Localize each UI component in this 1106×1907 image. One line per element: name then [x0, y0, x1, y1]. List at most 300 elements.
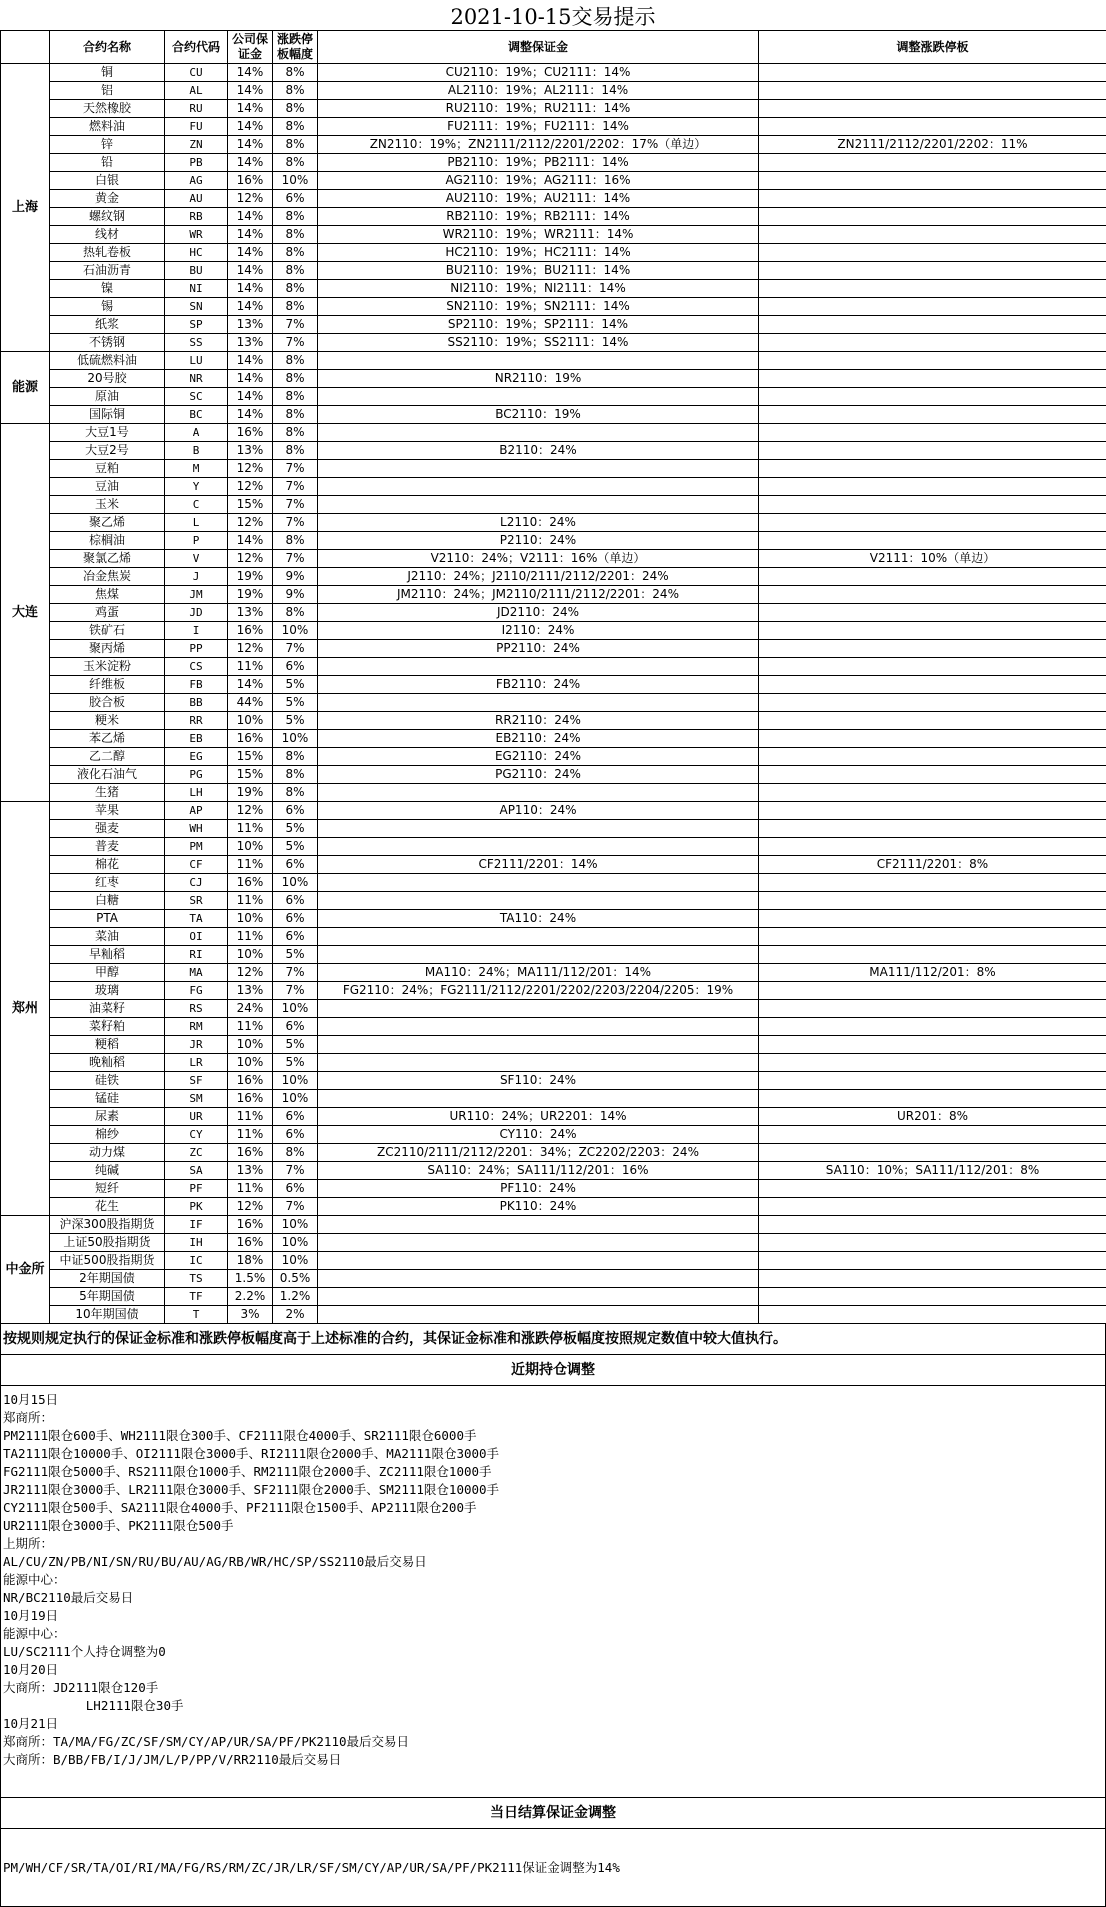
- margin-cell: 10%: [228, 946, 273, 964]
- position-line: NR/BC2110最后交易日: [1, 1589, 1105, 1607]
- table-row: [1, 82, 1106, 100]
- page-title: 2021-10-15交易提示: [0, 0, 1106, 30]
- table-row: [1, 154, 1106, 172]
- limit-cell: 7%: [273, 1162, 318, 1180]
- contract-code-cell: LH: [165, 784, 228, 802]
- adj-limit-cell: [759, 334, 1106, 352]
- limit-cell: 5%: [273, 676, 318, 694]
- limit-cell: 8%: [273, 118, 318, 136]
- position-line: AL/CU/ZN/PB/NI/SN/RU/BU/AU/AG/RB/WR/HC/SP/SS2110最后交易日: [1, 1553, 1105, 1571]
- table-row: [1, 1126, 1106, 1144]
- contract-name-cell: 普麦: [50, 838, 165, 856]
- contract-code-cell: C: [165, 496, 228, 514]
- limit-cell: 10%: [273, 1252, 318, 1270]
- margin-cell: 12%: [228, 640, 273, 658]
- adj-limit-cell: [759, 1072, 1106, 1090]
- contract-code-cell: RI: [165, 946, 228, 964]
- adj-margin-cell: [318, 352, 759, 370]
- table-row: [1, 1288, 1106, 1306]
- limit-cell: 8%: [273, 532, 318, 550]
- contract-name-cell: 5年期国债: [50, 1288, 165, 1306]
- contract-code-cell: FG: [165, 982, 228, 1000]
- adj-limit-cell: [759, 748, 1106, 766]
- position-line: 能源中心：: [1, 1571, 1105, 1589]
- adj-margin-cell: PP2110：24%: [318, 640, 759, 658]
- limit-cell: 10%: [273, 622, 318, 640]
- adj-limit-cell: [759, 694, 1106, 712]
- adj-limit-cell: [759, 532, 1106, 550]
- adj-margin-cell: P2110：24%: [318, 532, 759, 550]
- contract-name-cell: 硅铁: [50, 1072, 165, 1090]
- contract-name-cell: 乙二醇: [50, 748, 165, 766]
- margin-cell: 1.5%: [228, 1270, 273, 1288]
- adj-limit-cell: [759, 1036, 1106, 1054]
- margin-cell: 12%: [228, 514, 273, 532]
- table-row: [1, 352, 1106, 370]
- margin-cell: 24%: [228, 1000, 273, 1018]
- adj-margin-cell: SS2110：19%；SS2111：14%: [318, 334, 759, 352]
- contract-code-cell: CF: [165, 856, 228, 874]
- contract-code-cell: M: [165, 460, 228, 478]
- header-code: 合约代码: [165, 31, 228, 64]
- contract-code-cell: SN: [165, 298, 228, 316]
- contract-name-cell: 白银: [50, 172, 165, 190]
- adj-margin-cell: NI2110：19%；NI2111：14%: [318, 280, 759, 298]
- limit-cell: 1.2%: [273, 1288, 318, 1306]
- margin-cell: 14%: [228, 352, 273, 370]
- adj-limit-cell: [759, 352, 1106, 370]
- adj-margin-cell: SP2110：19%；SP2111：14%: [318, 316, 759, 334]
- table-row: [1, 820, 1106, 838]
- contract-name-cell: 石油沥青: [50, 262, 165, 280]
- contract-name-cell: 玻璃: [50, 982, 165, 1000]
- table-row: [1, 640, 1106, 658]
- limit-cell: 6%: [273, 658, 318, 676]
- adj-limit-cell: [759, 442, 1106, 460]
- limit-cell: 7%: [273, 334, 318, 352]
- limit-cell: 6%: [273, 856, 318, 874]
- contract-name-cell: 低硫燃料油: [50, 352, 165, 370]
- contract-name-cell: 锌: [50, 136, 165, 154]
- margin-cell: 10%: [228, 838, 273, 856]
- margin-cell: 12%: [228, 550, 273, 568]
- adj-limit-cell: [759, 892, 1106, 910]
- adj-limit-cell: [759, 1252, 1106, 1270]
- adj-margin-cell: [318, 874, 759, 892]
- adj-margin-cell: [318, 658, 759, 676]
- margin-cell: 11%: [228, 892, 273, 910]
- contract-code-cell: PP: [165, 640, 228, 658]
- contract-code-cell: JR: [165, 1036, 228, 1054]
- adj-limit-cell: [759, 1288, 1106, 1306]
- adj-limit-cell: [759, 424, 1106, 442]
- contract-name-cell: 菜籽粕: [50, 1018, 165, 1036]
- rule-note: 按规则规定执行的保证金标准和涨跌停板幅度高于上述标准的合约，其保证金标准和涨跌停板幅度按照规定数值中较大值执行。: [0, 1324, 1106, 1355]
- table-row: [1, 964, 1106, 982]
- contract-name-cell: 锰硅: [50, 1090, 165, 1108]
- adj-limit-cell: [759, 820, 1106, 838]
- limit-cell: 10%: [273, 1234, 318, 1252]
- contract-name-cell: 天然橡胶: [50, 100, 165, 118]
- contract-code-cell: CJ: [165, 874, 228, 892]
- table-row: [1, 1162, 1106, 1180]
- contract-name-cell: 粳稻: [50, 1036, 165, 1054]
- contract-code-cell: CU: [165, 64, 228, 82]
- contract-code-cell: SR: [165, 892, 228, 910]
- contract-code-cell: AG: [165, 172, 228, 190]
- table-row: [1, 208, 1106, 226]
- position-line: 10月15日: [1, 1391, 1105, 1409]
- contract-code-cell: BB: [165, 694, 228, 712]
- header-name: 合约名称: [50, 31, 165, 64]
- contract-name-cell: 聚乙烯: [50, 514, 165, 532]
- adj-limit-cell: [759, 730, 1106, 748]
- limit-cell: 8%: [273, 64, 318, 82]
- contract-name-cell: 棉纱: [50, 1126, 165, 1144]
- limit-cell: 8%: [273, 244, 318, 262]
- contract-name-cell: 黄金: [50, 190, 165, 208]
- adj-limit-cell: [759, 946, 1106, 964]
- margin-cell: 3%: [228, 1306, 273, 1324]
- table-row: [1, 424, 1106, 442]
- exchange-cell: 中金所: [1, 1216, 50, 1324]
- contract-name-cell: 鸡蛋: [50, 604, 165, 622]
- contract-name-cell: 焦煤: [50, 586, 165, 604]
- contract-code-cell: A: [165, 424, 228, 442]
- adj-limit-cell: [759, 514, 1106, 532]
- adj-limit-cell: [759, 1144, 1106, 1162]
- contract-code-cell: SM: [165, 1090, 228, 1108]
- contract-code-cell: TF: [165, 1288, 228, 1306]
- contract-code-cell: BC: [165, 406, 228, 424]
- adj-margin-cell: CY110：24%: [318, 1126, 759, 1144]
- adj-limit-cell: [759, 676, 1106, 694]
- contract-name-cell: 液化石油气: [50, 766, 165, 784]
- settlement-margin-body: [0, 1829, 1106, 1907]
- limit-cell: 8%: [273, 298, 318, 316]
- adj-margin-cell: J2110：24%；J2110/2111/2112/2201：24%: [318, 568, 759, 586]
- contract-code-cell: HC: [165, 244, 228, 262]
- limit-cell: 10%: [273, 172, 318, 190]
- contract-name-cell: 大豆1号: [50, 424, 165, 442]
- limit-cell: 2%: [273, 1306, 318, 1324]
- contract-code-cell: JD: [165, 604, 228, 622]
- exchange-cell: 上海: [1, 64, 50, 352]
- adj-margin-cell: AU2110：19%；AU2111：14%: [318, 190, 759, 208]
- limit-cell: 10%: [273, 874, 318, 892]
- adj-limit-cell: [759, 1126, 1106, 1144]
- margin-cell: 16%: [228, 730, 273, 748]
- adj-limit-cell: [759, 406, 1106, 424]
- margin-cell: 14%: [228, 64, 273, 82]
- table-row: [1, 946, 1106, 964]
- adj-margin-cell: AL2110：19%；AL2111：14%: [318, 82, 759, 100]
- table-row: [1, 460, 1106, 478]
- contract-code-cell: PM: [165, 838, 228, 856]
- adj-limit-cell: [759, 280, 1106, 298]
- position-line: 郑商所：TA/MA/FG/ZC/SF/SM/CY/AP/UR/SA/PF/PK2110最后交易日: [1, 1733, 1105, 1751]
- table-row: [1, 1000, 1106, 1018]
- adj-limit-cell: [759, 1306, 1106, 1324]
- margin-cell: 16%: [228, 424, 273, 442]
- limit-cell: 6%: [273, 928, 318, 946]
- margin-cell: 14%: [228, 226, 273, 244]
- contract-name-cell: 沪深300股指期货: [50, 1216, 165, 1234]
- limit-cell: 8%: [273, 604, 318, 622]
- table-row: [1, 1036, 1106, 1054]
- contract-name-cell: 冶金焦炭: [50, 568, 165, 586]
- contract-code-cell: UR: [165, 1108, 228, 1126]
- limit-cell: 10%: [273, 1090, 318, 1108]
- position-line: 大商所：B/BB/FB/I/J/JM/L/P/PP/V/RR2110最后交易日: [1, 1751, 1105, 1769]
- table-row: [1, 892, 1106, 910]
- adj-margin-cell: CU2110：19%；CU2111：14%: [318, 64, 759, 82]
- limit-cell: 5%: [273, 820, 318, 838]
- position-line: 10月20日: [1, 1661, 1105, 1679]
- contract-code-cell: AL: [165, 82, 228, 100]
- margin-cell: 13%: [228, 982, 273, 1000]
- table-row: [1, 388, 1106, 406]
- limit-cell: 8%: [273, 226, 318, 244]
- adj-margin-cell: I2110：24%: [318, 622, 759, 640]
- contract-code-cell: CY: [165, 1126, 228, 1144]
- contract-code-cell: SA: [165, 1162, 228, 1180]
- contract-code-cell: V: [165, 550, 228, 568]
- position-line: TA2111限仓10000手、OI2111限仓3000手、RI2111限仓2000手、MA2111限仓3000手: [1, 1445, 1105, 1463]
- contract-code-cell: RU: [165, 100, 228, 118]
- contract-name-cell: 纸浆: [50, 316, 165, 334]
- adj-limit-cell: [759, 658, 1106, 676]
- contract-name-cell: 铅: [50, 154, 165, 172]
- limit-cell: 6%: [273, 910, 318, 928]
- position-line: 郑商所：: [1, 1409, 1105, 1427]
- adj-margin-cell: [318, 460, 759, 478]
- adj-limit-cell: [759, 802, 1106, 820]
- adj-margin-cell: PB2110：19%；PB2111：14%: [318, 154, 759, 172]
- limit-cell: 7%: [273, 550, 318, 568]
- contract-code-cell: IH: [165, 1234, 228, 1252]
- limit-cell: 5%: [273, 712, 318, 730]
- contract-code-cell: P: [165, 532, 228, 550]
- contract-name-cell: 10年期国债: [50, 1306, 165, 1324]
- adj-margin-cell: RR2110：24%: [318, 712, 759, 730]
- table-row: [1, 622, 1106, 640]
- adj-margin-cell: [318, 892, 759, 910]
- adj-margin-cell: [318, 388, 759, 406]
- adj-margin-cell: FU2111：19%；FU2111：14%: [318, 118, 759, 136]
- table-row: [1, 766, 1106, 784]
- table-row: [1, 334, 1106, 352]
- adj-limit-cell: [759, 622, 1106, 640]
- table-row: [1, 928, 1106, 946]
- margin-cell: 19%: [228, 568, 273, 586]
- limit-cell: 8%: [273, 262, 318, 280]
- adj-limit-cell: [759, 496, 1106, 514]
- adj-margin-cell: [318, 694, 759, 712]
- adj-limit-cell: [759, 154, 1106, 172]
- table-row: [1, 1198, 1106, 1216]
- contract-name-cell: 油菜籽: [50, 1000, 165, 1018]
- contract-name-cell: 纤维板: [50, 676, 165, 694]
- position-line: 10月21日: [1, 1715, 1105, 1733]
- adj-limit-cell: [759, 586, 1106, 604]
- position-line: FG2111限仓5000手、RS2111限仓1000手、RM2111限仓2000手、ZC2111限仓1000手: [1, 1463, 1105, 1481]
- adj-margin-cell: [318, 1090, 759, 1108]
- table-row: [1, 838, 1106, 856]
- adj-margin-cell: [318, 1036, 759, 1054]
- table-row: [1, 874, 1106, 892]
- contract-name-cell: 铝: [50, 82, 165, 100]
- contract-code-cell: RB: [165, 208, 228, 226]
- margin-cell: 13%: [228, 316, 273, 334]
- limit-cell: 8%: [273, 442, 318, 460]
- limit-cell: 5%: [273, 1054, 318, 1072]
- table-row: [1, 550, 1106, 568]
- adj-limit-cell: [759, 640, 1106, 658]
- limit-cell: 7%: [273, 496, 318, 514]
- limit-cell: 9%: [273, 568, 318, 586]
- table-row: [1, 262, 1106, 280]
- header-margin: 公司保证金: [228, 31, 273, 64]
- table-row: [1, 712, 1106, 730]
- limit-cell: 6%: [273, 1018, 318, 1036]
- limit-cell: 6%: [273, 1126, 318, 1144]
- position-line: LU/SC2111个人持仓调整为0: [1, 1643, 1105, 1661]
- adj-limit-cell: [759, 118, 1106, 136]
- margin-cell: 14%: [228, 154, 273, 172]
- limit-cell: 8%: [273, 82, 318, 100]
- adj-limit-cell: [759, 262, 1106, 280]
- adj-limit-cell: [759, 910, 1106, 928]
- table-row: [1, 280, 1106, 298]
- adj-margin-cell: SA110：24%；SA111/112/201：16%: [318, 1162, 759, 1180]
- limit-cell: 8%: [273, 388, 318, 406]
- table-row: [1, 676, 1106, 694]
- contract-code-cell: PF: [165, 1180, 228, 1198]
- table-row: [1, 118, 1106, 136]
- adj-limit-cell: [759, 784, 1106, 802]
- contract-code-cell: FB: [165, 676, 228, 694]
- contract-name-cell: 纯碱: [50, 1162, 165, 1180]
- contract-code-cell: I: [165, 622, 228, 640]
- margin-cell: 11%: [228, 928, 273, 946]
- table-row: [1, 1090, 1106, 1108]
- contract-name-cell: 原油: [50, 388, 165, 406]
- margin-cell: 16%: [228, 172, 273, 190]
- header-adj-margin: 调整保证金: [318, 31, 759, 64]
- contract-name-cell: 中证500股指期货: [50, 1252, 165, 1270]
- limit-cell: 6%: [273, 892, 318, 910]
- table-row: [1, 532, 1106, 550]
- adj-margin-cell: RB2110：19%；RB2111：14%: [318, 208, 759, 226]
- limit-cell: 8%: [273, 100, 318, 118]
- margin-cell: 11%: [228, 1018, 273, 1036]
- adj-limit-cell: CF2111/2201：8%: [759, 856, 1106, 874]
- adj-margin-cell: EG2110：24%: [318, 748, 759, 766]
- contract-code-cell: RR: [165, 712, 228, 730]
- margin-cell: 12%: [228, 460, 273, 478]
- adj-limit-cell: [759, 1180, 1106, 1198]
- adj-margin-cell: AP110：24%: [318, 802, 759, 820]
- table-row: [1, 1216, 1106, 1234]
- margin-cell: 18%: [228, 1252, 273, 1270]
- margin-cell: 15%: [228, 748, 273, 766]
- limit-cell: 8%: [273, 208, 318, 226]
- contract-name-cell: 线材: [50, 226, 165, 244]
- table-row: [1, 370, 1106, 388]
- contract-code-cell: RM: [165, 1018, 228, 1036]
- adj-margin-cell: L2110：24%: [318, 514, 759, 532]
- margin-cell: 13%: [228, 442, 273, 460]
- position-adjust-body: [0, 1386, 1106, 1798]
- contract-name-cell: 棉花: [50, 856, 165, 874]
- adj-limit-cell: [759, 874, 1106, 892]
- position-line: CY2111限仓500手、SA2111限仓4000手、PF2111限仓1500手、AP2111限仓200手: [1, 1499, 1105, 1517]
- adj-margin-cell: PF110：24%: [318, 1180, 759, 1198]
- limit-cell: 5%: [273, 838, 318, 856]
- margin-cell: 14%: [228, 82, 273, 100]
- position-adjust-title: 近期持仓调整: [0, 1355, 1106, 1386]
- table-row: [1, 190, 1106, 208]
- contract-name-cell: 镍: [50, 280, 165, 298]
- adj-margin-cell: WR2110：19%；WR2111：14%: [318, 226, 759, 244]
- table-row: [1, 1234, 1106, 1252]
- margin-cell: 11%: [228, 856, 273, 874]
- contract-name-cell: 2年期国债: [50, 1270, 165, 1288]
- contract-name-cell: 螺纹钢: [50, 208, 165, 226]
- table-row: [1, 586, 1106, 604]
- adj-limit-cell: [759, 190, 1106, 208]
- margin-cell: 14%: [228, 244, 273, 262]
- limit-cell: 5%: [273, 946, 318, 964]
- margin-cell: 10%: [228, 1054, 273, 1072]
- table-row: [1, 982, 1106, 1000]
- table-row: [1, 64, 1106, 82]
- position-line: JR2111限仓3000手、LR2111限仓3000手、SF2111限仓2000手、SM2111限仓10000手: [1, 1481, 1105, 1499]
- margin-cell: 16%: [228, 1144, 273, 1162]
- contract-code-cell: WR: [165, 226, 228, 244]
- table-row: [1, 406, 1106, 424]
- limit-cell: 10%: [273, 730, 318, 748]
- adj-margin-cell: CF2111/2201：14%: [318, 856, 759, 874]
- contract-name-cell: 甲醇: [50, 964, 165, 982]
- adj-margin-cell: AG2110：19%；AG2111：16%: [318, 172, 759, 190]
- adj-margin-cell: [318, 838, 759, 856]
- adj-limit-cell: [759, 928, 1106, 946]
- limit-cell: 6%: [273, 190, 318, 208]
- limit-cell: 5%: [273, 1036, 318, 1054]
- header-limit: 涨跌停板幅度: [273, 31, 318, 64]
- table-row: [1, 568, 1106, 586]
- margin-cell: 11%: [228, 1180, 273, 1198]
- margin-cell: 16%: [228, 622, 273, 640]
- exchange-cell: 能源: [1, 352, 50, 424]
- limit-cell: 8%: [273, 406, 318, 424]
- contract-name-cell: 苯乙烯: [50, 730, 165, 748]
- adj-limit-cell: [759, 1234, 1106, 1252]
- contract-code-cell: T: [165, 1306, 228, 1324]
- margin-cell: 14%: [228, 280, 273, 298]
- contract-table-body: [1, 31, 1106, 1324]
- adj-limit-cell: [759, 244, 1106, 262]
- table-row: [1, 1180, 1106, 1198]
- table-header-row: [1, 31, 1106, 64]
- contract-name-cell: 短纤: [50, 1180, 165, 1198]
- margin-cell: 14%: [228, 370, 273, 388]
- adj-margin-cell: HC2110：19%；HC2111：14%: [318, 244, 759, 262]
- table-row: [1, 784, 1106, 802]
- margin-cell: 10%: [228, 910, 273, 928]
